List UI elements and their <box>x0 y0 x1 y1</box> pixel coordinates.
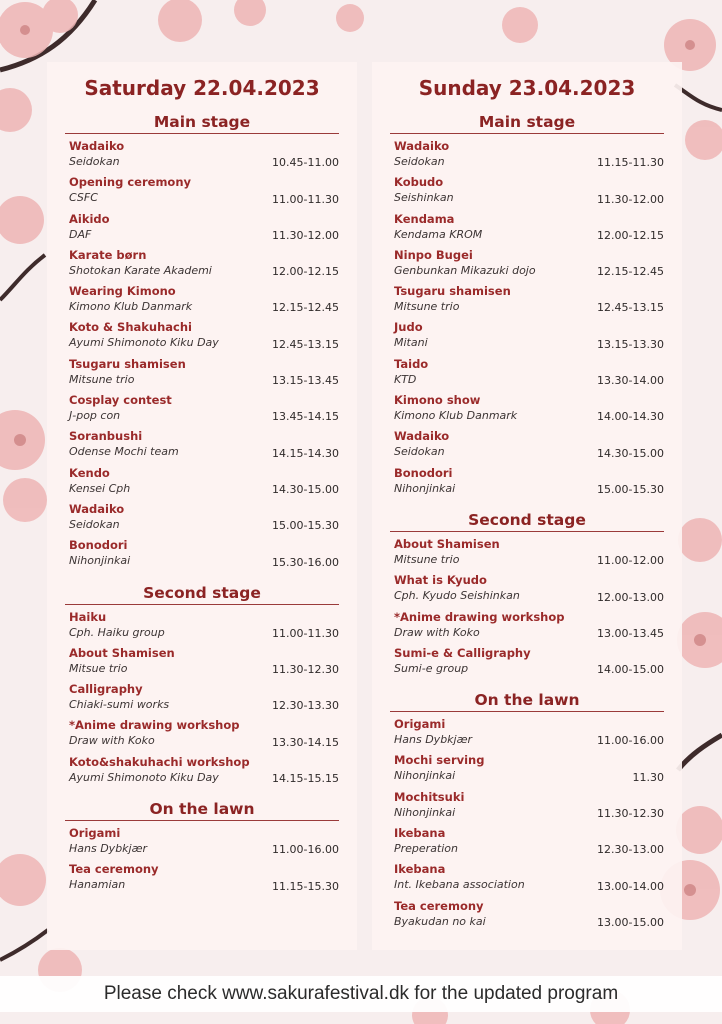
schedule-event <box>394 898 664 934</box>
event-title: Koto&shakuhachi workshop <box>69 754 250 769</box>
event-title: Mochitsuki <box>394 789 465 804</box>
event-performer: Shotokan Karate Akademi <box>69 263 212 277</box>
event-time: 11.30-12.30 <box>597 807 664 821</box>
schedule-event <box>69 174 339 210</box>
event-time: 11.00-11.30 <box>272 626 339 640</box>
event-title: Wadaiko <box>69 139 125 153</box>
event-performer: Hans Dybkjær <box>394 733 473 747</box>
event-title: Opening ceremony <box>69 175 192 190</box>
event-performer: KTD <box>394 372 417 386</box>
schedule-event <box>69 356 339 392</box>
schedule-event <box>69 645 339 681</box>
event-time: 14.15-15.15 <box>272 772 339 786</box>
event-performer: J-pop con <box>69 409 121 423</box>
event-time: 15.00-15.30 <box>272 519 339 533</box>
schedule-event <box>69 861 339 897</box>
event-performer: Kensei Cph <box>69 481 131 495</box>
event-title: Wadaiko <box>394 429 450 444</box>
event-time: 13.00-13.45 <box>597 626 664 640</box>
event-title: Mochi serving <box>394 753 485 768</box>
stage-heading: On the lawn <box>65 798 339 821</box>
event-performer: Mitsune trio <box>69 372 135 386</box>
event-time: 13.00-15.00 <box>597 915 664 929</box>
event-title: Tea ceremony <box>394 898 484 913</box>
schedule-event <box>394 609 664 645</box>
event-time: 12.00-12.15 <box>272 265 339 279</box>
event-time: 13.00-14.00 <box>597 879 664 893</box>
event-title: *Anime drawing workshop <box>69 718 240 733</box>
event-title: Sumi-e & Calligraphy <box>394 645 531 660</box>
schedule-event <box>394 319 664 355</box>
schedule-event <box>394 465 664 501</box>
event-title: Ikebana <box>394 826 446 841</box>
sunday-panel <box>372 62 682 950</box>
saturday-title: Saturday 22.04.2023 <box>84 76 320 100</box>
event-time: 13.30-14.00 <box>597 374 664 388</box>
schedule-event <box>394 716 664 752</box>
stage-heading: Second stage <box>390 509 664 532</box>
schedule-event <box>394 572 664 608</box>
event-time: 12.45-13.15 <box>597 301 664 315</box>
event-title: Origami <box>69 826 121 841</box>
event-title: Calligraphy <box>69 682 143 697</box>
event-performer: Kimono Klub Danmark <box>394 409 518 423</box>
event-time: 11.00-16.00 <box>597 734 664 748</box>
event-performer: Cph. Haiku group <box>69 625 165 639</box>
event-performer: Hans Dybkjær <box>69 842 148 856</box>
event-performer: Mitsune trio <box>394 552 460 566</box>
event-title: What is Kyudo <box>394 573 487 588</box>
schedule-event <box>69 211 339 247</box>
event-title: Koto & Shakuhachi <box>69 320 193 335</box>
event-title: Aikido <box>69 211 110 226</box>
event-performer: Kimono Klub Danmark <box>69 300 193 314</box>
schedule-event <box>69 501 339 537</box>
stage-heading: On the lawn <box>390 689 664 712</box>
schedule-event <box>69 247 339 283</box>
event-title: Judo <box>394 320 423 335</box>
event-performer: Draw with Koko <box>394 625 480 639</box>
event-performer: Sumi-e group <box>394 661 469 675</box>
saturday-stages <box>47 111 357 898</box>
stage-heading: Main stage <box>65 111 339 134</box>
schedule-event <box>69 717 339 753</box>
event-time: 14.30-15.00 <box>597 446 664 460</box>
event-performer: Cph. Kyudo Seishinkan <box>394 589 520 603</box>
schedule-event <box>394 752 664 788</box>
schedule-event <box>394 825 664 861</box>
event-title: Kobudo <box>394 175 444 190</box>
event-performer: Hanamian <box>69 878 126 892</box>
event-performer: Seidokan <box>69 517 120 531</box>
event-time: 11.00-12.00 <box>597 554 664 568</box>
event-performer: Seidokan <box>69 155 120 168</box>
event-performer: Mitsue trio <box>69 661 128 675</box>
event-time: 15.00-15.30 <box>597 482 664 496</box>
schedule-event <box>69 465 339 501</box>
schedule-event <box>69 681 339 717</box>
stage-heading: Second stage <box>65 582 339 605</box>
event-title: Wadaiko <box>69 501 125 516</box>
event-time: 12.00-12.15 <box>597 228 664 242</box>
event-title: Cosplay contest <box>69 393 172 408</box>
schedule-event <box>394 861 664 897</box>
event-title: Origami <box>394 717 446 732</box>
event-performer: Int. Ikebana association <box>394 878 525 892</box>
event-time: 13.45-14.15 <box>272 410 339 424</box>
event-title: Kendo <box>69 465 110 480</box>
schedule-event <box>394 211 664 247</box>
schedule-event <box>69 392 339 428</box>
event-performer: Byakudan no kai <box>394 914 486 928</box>
saturday-panel <box>47 62 357 950</box>
schedule-event <box>394 247 664 283</box>
event-time: 11.15-15.30 <box>272 879 339 893</box>
event-title: Tea ceremony <box>69 862 159 877</box>
event-title: Tsugaru shamisen <box>69 356 186 371</box>
schedule-event <box>394 428 664 464</box>
event-title: About Shamisen <box>69 645 175 660</box>
event-title: Ninpo Bugei <box>394 247 473 262</box>
schedule-event <box>69 138 339 174</box>
event-title: Ikebana <box>394 862 446 877</box>
event-time: 11.30-12.30 <box>272 663 339 677</box>
footer-notice: Please check www.sakurafestival.dk for the updated program <box>0 976 722 1012</box>
event-title: Bonodori <box>394 465 453 480</box>
event-time: 11.30-12.00 <box>597 192 664 206</box>
event-time: 14.00-14.30 <box>597 410 664 424</box>
event-title: Wadaiko <box>394 139 450 153</box>
schedule-event <box>69 609 339 645</box>
event-performer: Preperation <box>394 842 459 856</box>
event-time: 11.30 <box>632 770 664 784</box>
event-title: Soranbushi <box>69 429 143 444</box>
event-performer: DAF <box>69 227 92 241</box>
event-title: Kendama <box>394 211 455 226</box>
event-time: 11.30-12.00 <box>272 228 339 242</box>
event-time: 13.30-14.15 <box>272 735 339 749</box>
schedule-event <box>69 283 339 319</box>
event-time: 12.30-13.30 <box>272 699 339 713</box>
event-time: 13.15-13.30 <box>597 337 664 351</box>
event-time: 12.45-13.15 <box>272 337 339 351</box>
event-time: 14.30-15.00 <box>272 482 339 496</box>
schedule-event <box>394 138 664 174</box>
event-performer: CSFC <box>69 191 98 205</box>
event-performer: Chiaki-sumi works <box>69 698 170 712</box>
event-time: 11.15-11.30 <box>597 156 664 170</box>
event-title: Taido <box>394 356 429 371</box>
event-time: 14.00-15.00 <box>597 663 664 677</box>
sunday-stages <box>372 111 682 934</box>
event-title: Bonodori <box>69 538 128 553</box>
event-title: Tsugaru shamisen <box>394 284 511 299</box>
event-performer: Seidokan <box>394 155 445 168</box>
event-time: 12.15-12.45 <box>597 265 664 279</box>
event-title: Wearing Kimono <box>69 284 176 299</box>
schedule-event <box>394 645 664 681</box>
schedule-event <box>394 174 664 210</box>
event-time: 12.00-13.00 <box>597 590 664 604</box>
schedule-event <box>394 536 664 572</box>
event-title: *Anime drawing workshop <box>394 609 565 624</box>
stage-heading: Main stage <box>390 111 664 134</box>
event-title: Haiku <box>69 609 107 624</box>
event-time: 12.15-12.45 <box>272 301 339 315</box>
schedule-event <box>394 392 664 428</box>
schedule-event <box>69 825 339 861</box>
sunday-title: Sunday 23.04.2023 <box>418 76 636 100</box>
schedule-event <box>69 319 339 355</box>
event-performer: Nihonjinkai <box>394 769 456 783</box>
event-time: 11.00-11.30 <box>272 192 339 206</box>
event-time: 10.45-11.00 <box>272 156 339 170</box>
event-time: 13.15-13.45 <box>272 374 339 388</box>
event-time: 11.00-16.00 <box>272 843 339 857</box>
event-performer: Seidokan <box>394 445 445 459</box>
event-performer: Nihonjinkai <box>394 481 456 495</box>
event-performer: Odense Mochi team <box>69 445 179 459</box>
event-performer: Draw with Koko <box>69 734 155 748</box>
event-time: 15.30-16.00 <box>272 555 339 569</box>
event-performer: Ayumi Shimonoto Kiku Day <box>69 336 219 350</box>
event-performer: Kendama KROM <box>394 227 483 241</box>
event-time: 14.15-14.30 <box>272 446 339 460</box>
event-title: Karate børn <box>69 247 147 262</box>
event-title: About Shamisen <box>394 536 500 551</box>
schedule-event <box>394 356 664 392</box>
schedule-event <box>394 789 664 825</box>
schedule-event <box>69 428 339 464</box>
event-time: 12.30-13.00 <box>597 843 664 857</box>
event-title: Kimono show <box>394 393 481 408</box>
event-performer: Genbunkan Mikazuki dojo <box>394 263 536 277</box>
event-performer: Ayumi Shimonoto Kiku Day <box>69 770 219 784</box>
schedule-event <box>394 283 664 319</box>
event-performer: Mitani <box>394 336 428 350</box>
schedule-event <box>69 754 339 790</box>
event-performer: Nihonjinkai <box>69 554 131 568</box>
schedule-event <box>69 537 339 573</box>
event-performer: Nihonjinkai <box>394 805 456 819</box>
event-performer: Seishinkan <box>394 191 454 205</box>
event-performer: Mitsune trio <box>394 300 460 314</box>
